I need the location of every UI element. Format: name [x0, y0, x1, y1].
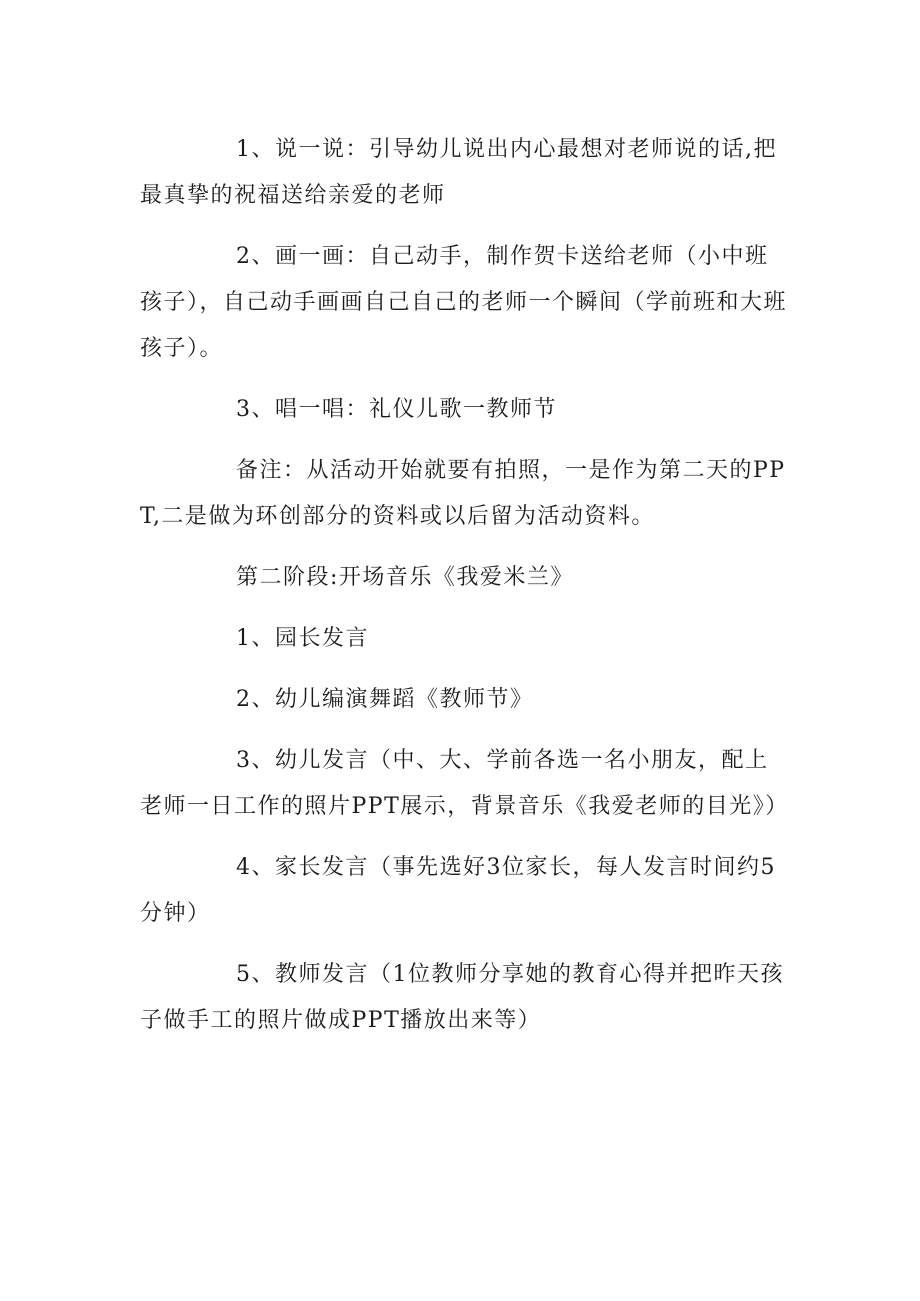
paragraph-sing: 3、唱一唱：礼仪儿歌一教师节 [236, 397, 557, 422]
paragraph-teacher-speech: 5、教师发言（1位教师分享她的教育心得并把昨天孩子做手工的照片做成PPT播放出来等） [140, 962, 784, 1033]
paragraph-draw: 2、画一画：自己动手，制作贺卡送给老师（小中班孩子），自己动手画画自己自己的老师一个瞬间（学前班和大班孩子）。 [140, 244, 788, 361]
paragraph-note: 备注：从活动开始就要有拍照，一是作为第二天的PPT,二是做为环创部分的资料或以后留为活动资料。 [140, 458, 786, 529]
paragraph-parent-speech: 4、家长发言（事先选好3位家长，每人发言时间约5分钟） [140, 855, 776, 926]
paragraph-child-speech: 3、幼儿发言（中、大、学前各选一名小朋友，配上老师一日工作的照片PPT展示，背景音乐《我爱老师的目光》） [140, 748, 789, 819]
paragraph-say: 1、说一说：引导幼儿说出内心最想对老师说的话,把最真挚的祝福送给亲爱的老师 [140, 137, 777, 208]
paragraph-dance: 2、幼儿编演舞蹈《教师节》 [236, 687, 534, 712]
paragraph-stage-two: 第二阶段:开场音乐《我爱米兰》 [236, 565, 574, 590]
document-body [140, 127, 790, 1059]
paragraph-principal-speech: 1、园长发言 [236, 626, 369, 651]
